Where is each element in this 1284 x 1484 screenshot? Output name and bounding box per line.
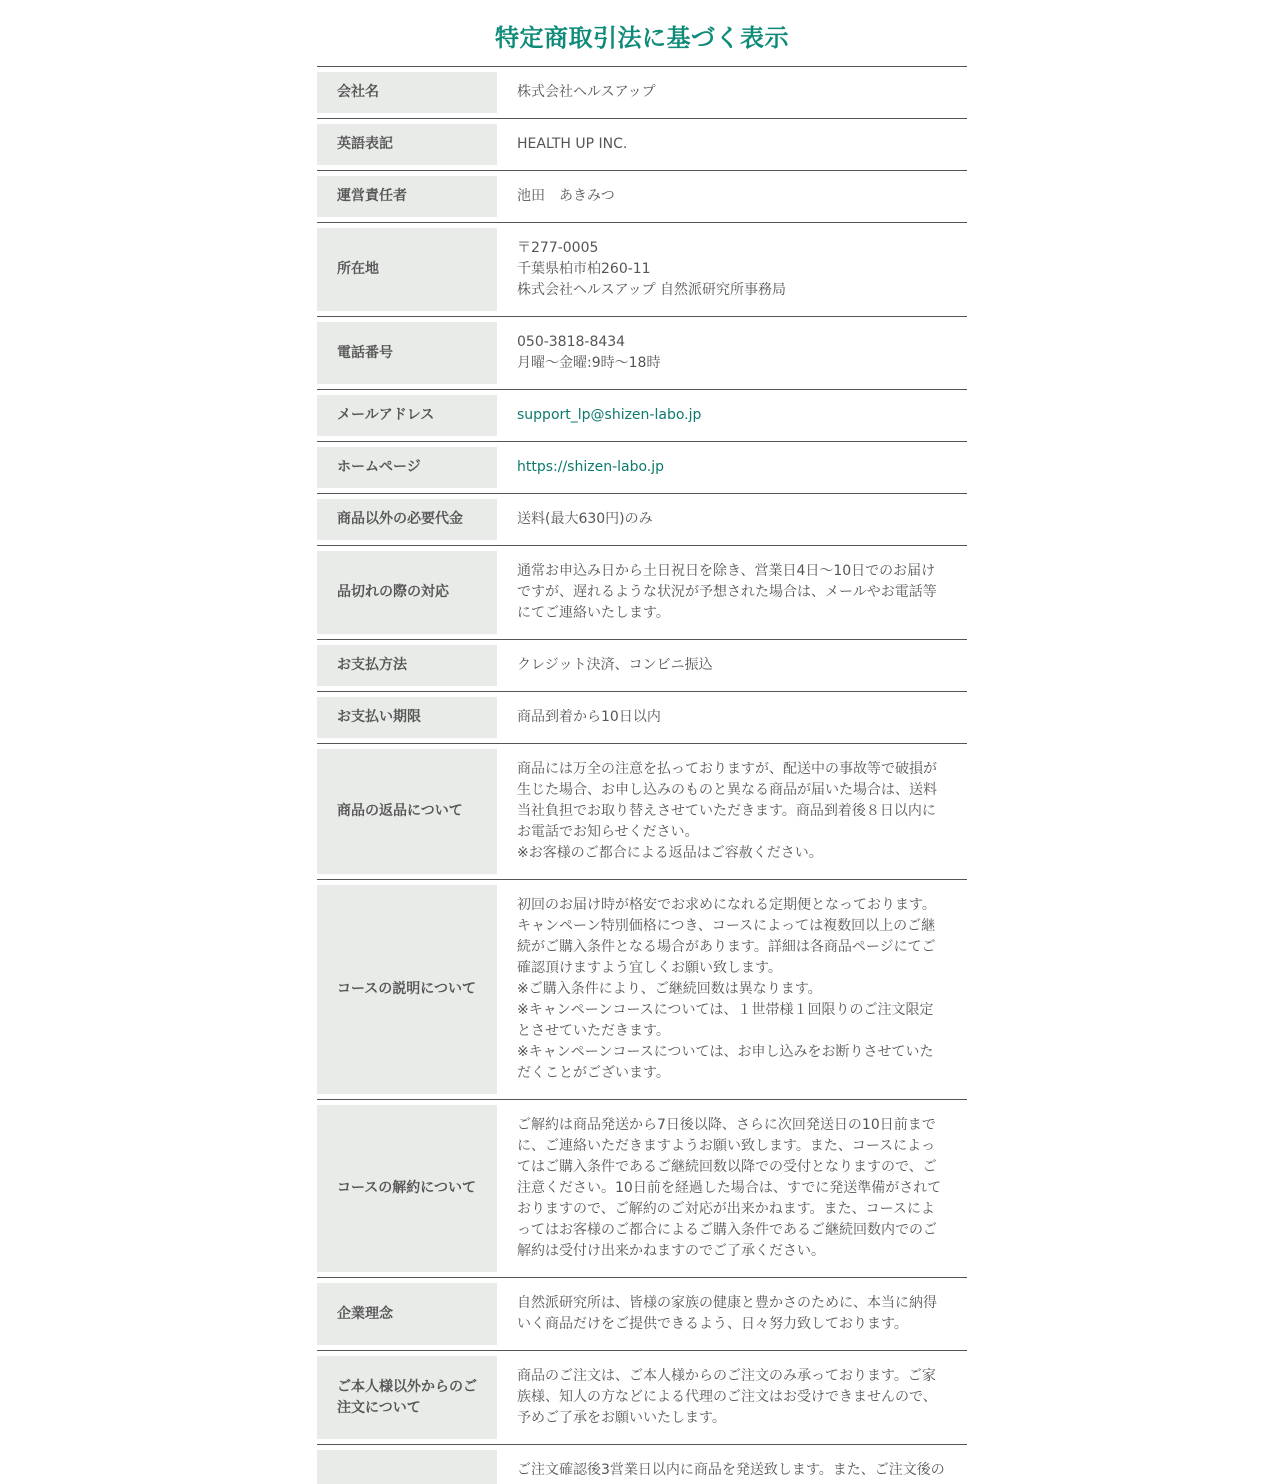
- row-label: ご本人様以外からのご注文について: [317, 1356, 497, 1439]
- row-value: [497, 645, 967, 686]
- row-value: [497, 1105, 967, 1272]
- row-label: 企業理念: [317, 1283, 497, 1345]
- table-row: [317, 1351, 967, 1445]
- row-label: お支払い期限: [317, 697, 497, 738]
- table-row: [317, 1445, 967, 1484]
- table-row: [317, 1100, 967, 1278]
- row-value: [497, 72, 967, 113]
- row-value-text: 池田 あきみつ: [517, 188, 615, 204]
- info-table: [317, 66, 967, 1484]
- row-label: 品切れの際の対応: [317, 551, 497, 634]
- row-label: 所在地: [317, 228, 497, 311]
- email-link[interactable]: support_lp@shizen-labo.jp: [517, 407, 702, 423]
- row-label: 電話番号: [317, 322, 497, 384]
- row-value: [497, 885, 967, 1094]
- row-value: [497, 1356, 967, 1439]
- table-row: [317, 494, 967, 546]
- table-row: [317, 640, 967, 692]
- row-value: [497, 395, 967, 436]
- row-value-text: 自然派研究所は、皆様の家族の健康と豊かさのために、本当に納得いく商品だけをご提供できるよう、日々努力致しております。: [517, 1295, 937, 1332]
- table-row: [317, 317, 967, 390]
- row-label: お支払方法: [317, 645, 497, 686]
- row-label: ホームページ: [317, 447, 497, 488]
- row-value: [497, 749, 967, 874]
- row-value-text: 050-3818-8434 月曜～金曜:9時～18時: [517, 334, 661, 371]
- table-row: [317, 692, 967, 744]
- table-row: [317, 880, 967, 1100]
- row-label: 商品以外の必要代金: [317, 499, 497, 540]
- table-row: [317, 67, 967, 119]
- row-label: 運営責任者: [317, 176, 497, 217]
- row-value: [497, 124, 967, 165]
- table-row: [317, 119, 967, 171]
- row-label: 商品の返品について: [317, 749, 497, 874]
- row-value-text: 送料(最大630円)のみ: [517, 511, 653, 527]
- row-value-text: 商品には万全の注意を払っておりますが、配送中の事故等で破損が生じた場合、お申し込みのものと異なる商品が届いた場合は、送料当社負担でお取り替えさせていただきます。商品到着後８日以内にお電話でお知らせください。 ※お客様のご都合による返品はご容赦ください。: [517, 761, 937, 861]
- row-label: メールアドレス: [317, 395, 497, 436]
- row-value-text: 株式会社ヘルスアップ: [517, 84, 656, 100]
- table-row: [317, 744, 967, 880]
- row-label: [317, 1450, 497, 1484]
- row-value-text: ご注文確認後3営業日以内に商品を発送致します。また、ご注文後の: [517, 1462, 945, 1478]
- row-value: [497, 499, 967, 540]
- row-label: コースの説明について: [317, 885, 497, 1094]
- row-value: [497, 1450, 967, 1484]
- table-row: [317, 1278, 967, 1351]
- row-label: 英語表記: [317, 124, 497, 165]
- row-value: [497, 1283, 967, 1345]
- row-value: [497, 322, 967, 384]
- table-row: [317, 546, 967, 640]
- table-row: [317, 223, 967, 317]
- row-value-text: クレジット決済、コンビニ振込: [517, 657, 713, 673]
- page-title: 特定商取引法に基づく表示: [495, 24, 789, 52]
- table-row: [317, 442, 967, 494]
- row-value: [497, 551, 967, 634]
- row-value: [497, 228, 967, 311]
- row-value: [497, 447, 967, 488]
- row-value: [497, 176, 967, 217]
- row-label: コースの解約について: [317, 1105, 497, 1272]
- row-value-text: 商品のご注文は、ご本人様からのご注文のみ承っております。ご家族様、知人の方などによる代理のご注文はお受けできませんので、予めご了承をお願いいたします。: [517, 1368, 937, 1426]
- table-row: [317, 390, 967, 442]
- row-label: 会社名: [317, 72, 497, 113]
- table-row: [317, 171, 967, 223]
- row-value-text: ご解約は商品発送から7日後以降、さらに次回発送日の10日前までに、ご連絡いただきますようお願い致します。また、コースによってはご購入条件であるご継続回数以降での受付となりますので、ご注意ください。10日前を経過した場合は、すでに発送準備がされておりますので、ご解約のご対応が出来かねます。また、コースによってはお客様のご都合によるご購入条件であるご継続回数内でのご解約は受付け出来かねますのでご了承ください。: [517, 1117, 942, 1259]
- row-value-text: HEALTH UP INC.: [517, 136, 628, 152]
- row-value-text: 〒277-0005 千葉県柏市柏260-11 株式会社ヘルスアップ 自然派研究所事務局: [517, 240, 787, 298]
- row-value-text: 商品到着から10日以内: [517, 709, 661, 725]
- row-value: [497, 697, 967, 738]
- homepage-link[interactable]: https://shizen-labo.jp: [517, 459, 665, 475]
- row-value-text: 初回のお届け時が格安でお求めになれる定期便となっております。キャンペーン特別価格につき、コースによっては複数回以上のご継続がご購入条件となる場合があります。詳細は各商品ページにてご確認頂けますよう宜しくお願い致します。 ※ご購入条件により、ご継続回数は異なります。 ※キャンペーンコースについては、１世帯様１回限りのご注文限定とさせていただきます。 ※キャンペーンコースについては、お申し込みをお断りさせていただくことがございます。: [517, 897, 936, 1081]
- row-value-text: 通常お申込み日から土日祝日を除き、営業日4日～10日でのお届けですが、遅れるような状況が予想された場合は、メールやお電話等にてご連絡いたします。: [517, 563, 937, 621]
